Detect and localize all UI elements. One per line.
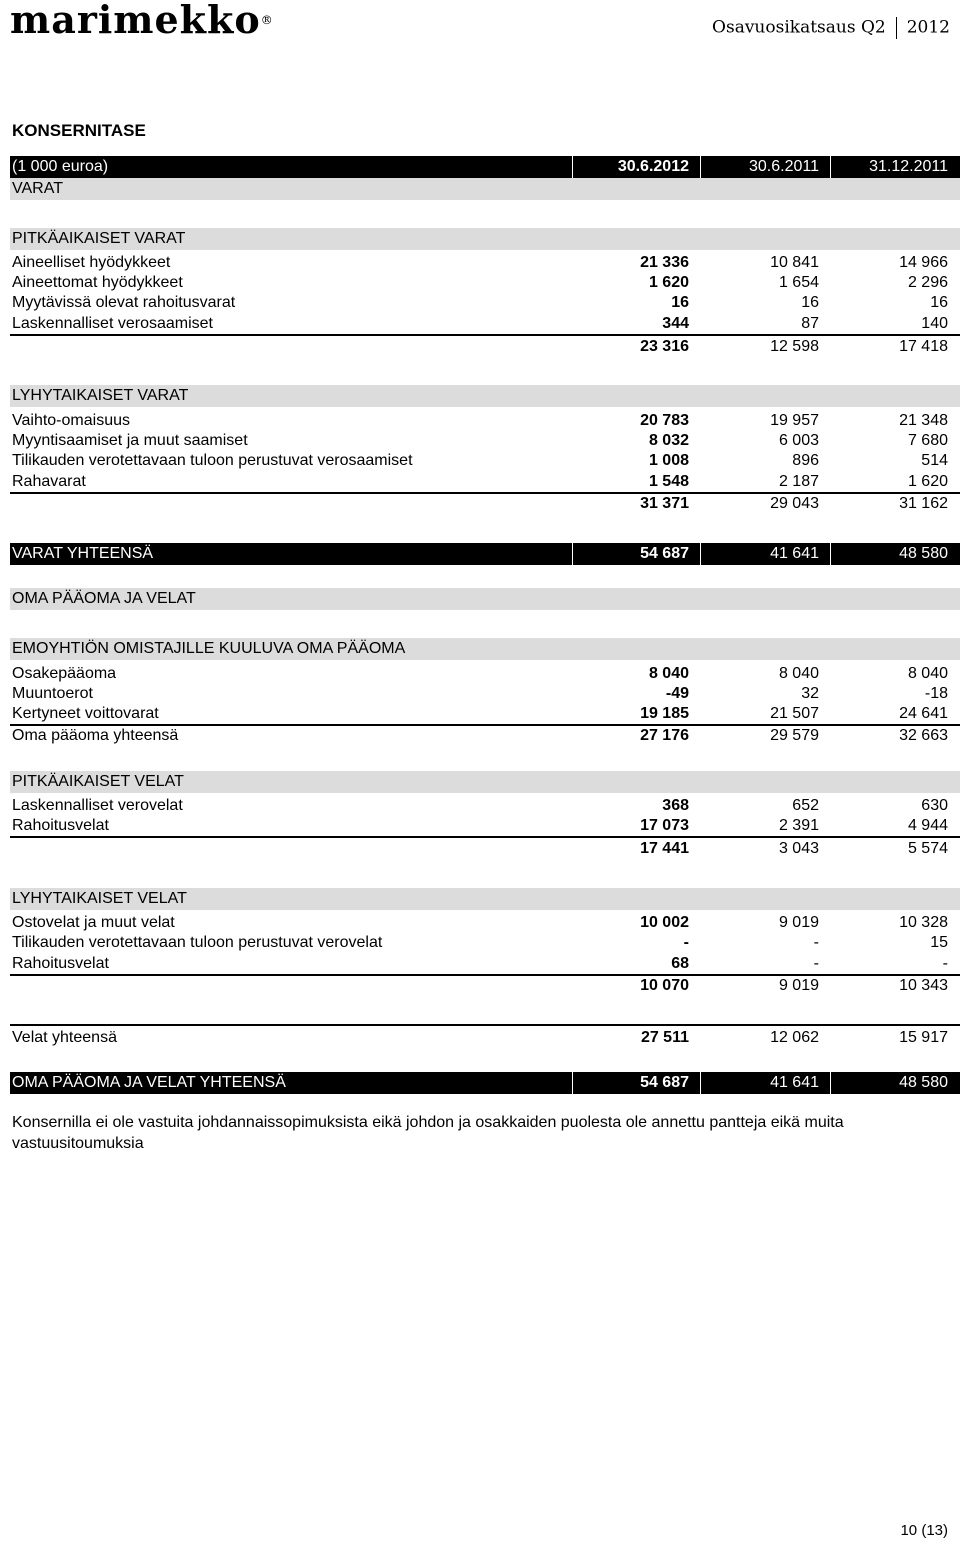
report-year: 2012 [906, 17, 950, 38]
subtotal-row: 23 316 12 598 17 418 [640, 338, 948, 355]
unit-label: (1 000 euroa) [12, 158, 109, 175]
divider [10, 836, 960, 838]
subtotal-row: 10 070 9 019 10 343 [640, 977, 948, 994]
section-heading-pitkaaikaiset-velat: PITKÄAIKAISET VELAT [10, 771, 960, 793]
section-heading-varat: VARAT [10, 178, 960, 200]
brand-logo: marimekko ® [10, 0, 274, 42]
section-heading-lyhytaikaiset-velat: LYHYTAIKAISET VELAT [10, 888, 960, 910]
subtotal-row: Oma pääoma yhteensä 27 176 29 579 32 663 [12, 727, 948, 744]
table-row: Ostovelat ja muut velat 10 002 9 019 10 328 [12, 914, 948, 931]
section-heading-lyhytaikaiset-varat: LYHYTAIKAISET VARAT [10, 385, 960, 407]
grand-total-bar: OMA PÄÄOMA JA VELAT YHTEENSÄ 54 687 41 641 48 580 [10, 1072, 960, 1094]
table-row: Vaihto-omaisuus 20 783 19 957 21 348 [12, 412, 948, 429]
section-heading-pitkaaikaiset-varat: PITKÄAIKAISET VARAT [10, 228, 960, 250]
table-row: Osakepääoma 8 040 8 040 8 040 [12, 665, 948, 682]
page-number: 10 (13) [900, 1522, 948, 1539]
total-assets-bar: VARAT YHTEENSÄ 54 687 41 641 48 580 [10, 543, 960, 565]
section-heading-oma-paaoma: OMA PÄÄOMA JA VELAT [10, 588, 960, 610]
divider [10, 1024, 960, 1026]
column-header-3: 31.12.2011 [869, 158, 948, 175]
table-row: Aineettomat hyödykkeet 1 620 1 654 2 296 [12, 274, 948, 291]
table-row: Kertyneet voittovarat 19 185 21 507 24 641 [12, 705, 948, 722]
footnote: Konsernilla ei ole vastuita johdannaissopimuksista eikä johdon ja osakkaiden puolesta ole annettu pantteja eikä muita vastuusitoumuksia [12, 1114, 844, 1152]
liabilities-total-row: Velat yhteensä 27 511 12 062 15 917 [12, 1029, 948, 1046]
report-title: Osavuosikatsaus Q2 [712, 17, 886, 38]
table-row: Tilikauden verotettavaan tuloon perustuvat verovelat - - 15 [12, 934, 948, 951]
table-row: Rahoitusvelat 17 073 2 391 4 944 [12, 817, 948, 834]
table-row: Laskennalliset verovelat 368 652 630 [12, 797, 948, 814]
column-header-1: 30.6.2012 [617, 158, 689, 175]
column-header-2: 30.6.2011 [749, 158, 819, 175]
table-row: Myyntisaamiset ja muut saamiset 8 032 6 003 7 680 [12, 432, 948, 449]
table-row: Muuntoerot -49 32 -18 [12, 685, 948, 702]
subtotal-row: 17 441 3 043 5 574 [640, 840, 948, 857]
table-row: Myytävissä olevat rahoitusvarat 16 16 16 [12, 294, 948, 311]
table-row: Aineelliset hyödykkeet 21 336 10 841 14 966 [12, 254, 948, 271]
header-divider [896, 17, 897, 39]
page-title: KONSERNITASE [12, 121, 146, 140]
section-heading-emoyhtio: EMOYHTIÖN OMISTAJILLE KUULUVA OMA PÄÄOMA [10, 638, 960, 660]
subtotal-row: 31 371 29 043 31 162 [640, 495, 948, 512]
divider [10, 334, 960, 336]
report-header [712, 17, 950, 39]
table-row: Tilikauden verotettavaan tuloon perustuvat verosaamiset 1 008 896 514 [12, 452, 948, 469]
column-header-bar [10, 156, 960, 178]
table-row: Rahoitusvelat 68 - - [12, 955, 948, 972]
table-row: Rahavarat 1 548 2 187 1 620 [12, 473, 948, 490]
registered-mark: ® [260, 13, 274, 27]
table-row: Laskennalliset verosaamiset 344 87 140 [12, 315, 948, 332]
